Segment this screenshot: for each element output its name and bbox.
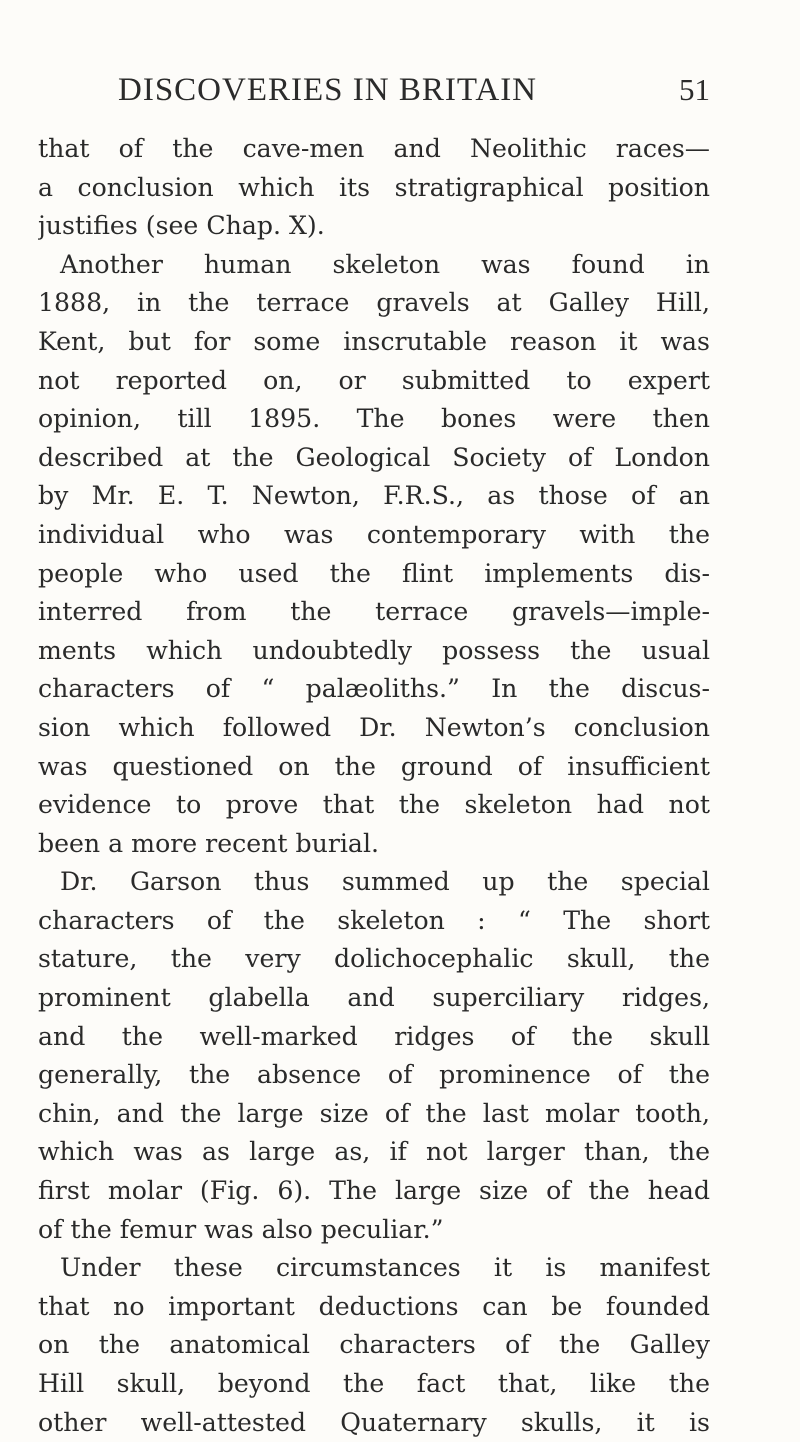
text-line: of the femur was also peculiar.” [38, 1214, 444, 1244]
text-line: chin, and the large size of the last molar tooth, [38, 1098, 710, 1128]
text-line: on the anatomical characters of the Galley [38, 1330, 710, 1360]
text-line: characters of “ palæoliths.” In the discus- [38, 674, 710, 704]
text-line: and the well-marked ridges of the skull [38, 1021, 710, 1051]
text-line: not reported on, or submitted to expert [38, 365, 710, 395]
text-line: evidence to prove that the skeleton had not [38, 790, 710, 820]
text-line: that no important deductions can be founded [38, 1291, 710, 1321]
text-line: was questioned on the ground of insufficient [38, 751, 710, 781]
text-line: Kent, but for some inscrutable reason it was [38, 326, 710, 356]
text-line: sion which followed Dr. Newton’s conclusion [38, 712, 710, 742]
text-line: interred from the terrace gravels—imple- [38, 597, 710, 627]
text-line: Hill skull, beyond the fact that, like the [38, 1369, 710, 1398]
text-line: that of the cave-men and Neolithic races— [38, 134, 710, 163]
text-line: justifies (see Chap. X). [38, 211, 325, 241]
text-line: characters of the skeleton : “ The short [38, 905, 710, 935]
text-line: which was as large as, if not larger than, the [38, 1137, 710, 1167]
text-line: been a more recent burial. [38, 828, 380, 858]
text-line: Another human skeleton was found in [60, 249, 710, 279]
text-line: prominent glabella and superciliary ridges, [38, 983, 710, 1013]
text-line: stature, the very dolichocephalic skull, the [38, 944, 710, 974]
running-head [0, 72, 800, 112]
text-line: opinion, till 1895. The bones were then [38, 404, 710, 434]
text-line: first molar (Fig. 6). The large size of the head [38, 1176, 710, 1206]
text-line: 1888, in the terrace gravels at Galley Hill, [38, 288, 710, 318]
text-line: a conclusion which its stratigraphical position [38, 172, 710, 202]
running-title: DISCOVERIES IN BRITAIN [118, 72, 538, 108]
text-line: ments which undoubtedly possess the usual [38, 635, 710, 665]
text-line: described at the Geological Society of London [38, 442, 710, 472]
text-line: individual who was contemporary with the [38, 519, 710, 549]
text-line: Dr. Garson thus summed up the special [60, 867, 710, 897]
text-line: Under these circumstances it is manifest [60, 1253, 710, 1283]
text-line: other well-attested Quaternary skulls, it is [38, 1407, 710, 1437]
text-line: people who used the flint implements dis- [38, 558, 710, 588]
body-text [38, 130, 710, 1442]
text-line: by Mr. E. T. Newton, F.R.S., as those of an [38, 481, 710, 511]
text-line: generally, the absence of prominence of the [38, 1060, 710, 1090]
page-number: 51 [679, 72, 710, 107]
